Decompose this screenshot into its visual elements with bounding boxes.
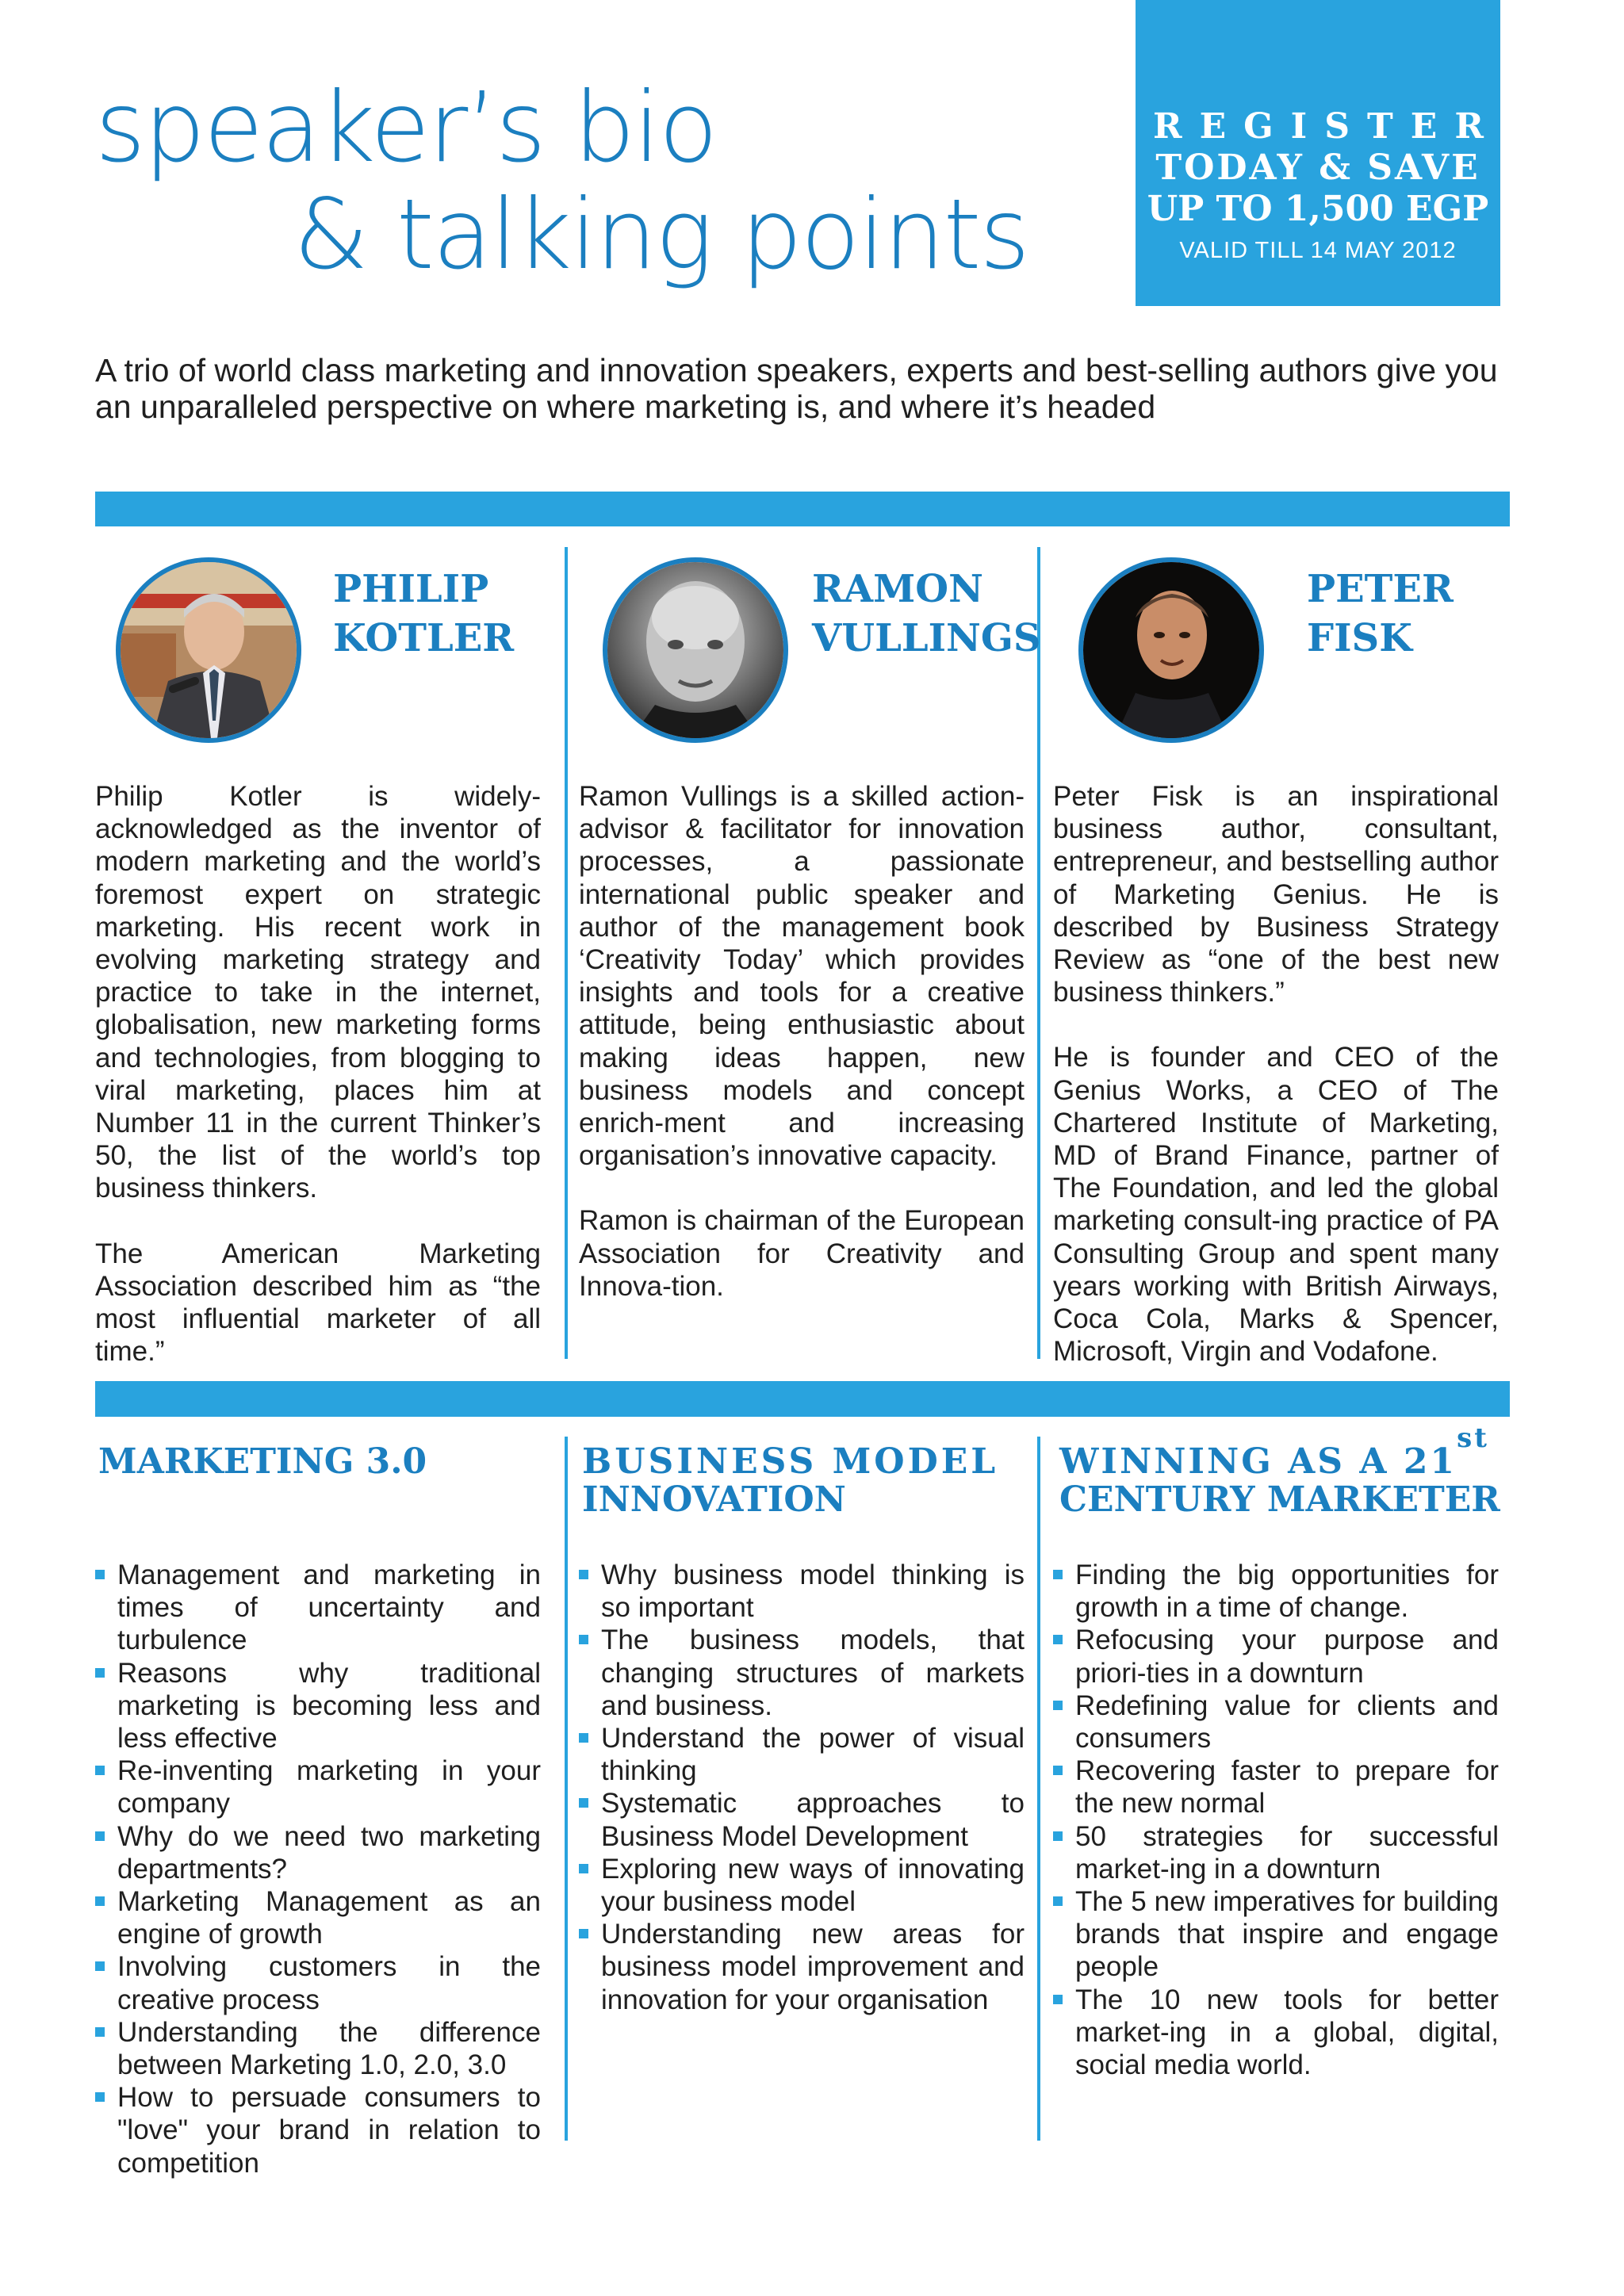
- speaker-bio-ramon-vullings: [579, 780, 1025, 1335]
- list-item: Redefining value for clients and consumers: [1053, 1689, 1499, 1755]
- bio-paragraph: Peter Fisk is an inspirational business author, consultant, entrepreneur, and bestselling author of Marketing Genius. He is described by Business Strategy Review as “one of the best new business thinkers.”: [1053, 781, 1499, 1008]
- section-divider-band: [95, 492, 1510, 526]
- list-item: The 10 new tools for better market-ing in a global, digital, social media world.: [1053, 1984, 1499, 2082]
- list-item: Why business model thinking is so important: [579, 1559, 1025, 1624]
- column-divider: [1037, 1437, 1040, 2141]
- speaker-name-philip-kotler: [333, 564, 514, 663]
- register-promo-box[interactable]: [1136, 0, 1500, 306]
- bullet-square-icon: [579, 1798, 588, 1808]
- column-divider: [1037, 547, 1040, 1359]
- bullet-square-icon: [95, 1766, 105, 1775]
- topic-title-line1: BUSINESS MODEL: [582, 1441, 999, 1482]
- bullet-square-icon: [95, 1896, 105, 1906]
- speaker-last-name: KOTLER: [333, 616, 515, 660]
- bullet-square-icon: [579, 1864, 588, 1873]
- list-item: Finding the big opportunities for growth in a time of change.: [1053, 1559, 1499, 1624]
- bullet-square-icon: [1053, 1995, 1063, 2004]
- bullet-square-icon: [1053, 1896, 1063, 1906]
- bullet-square-icon: [579, 1570, 588, 1579]
- speaker-first-name: PETER: [1307, 567, 1454, 611]
- bullet-square-icon: [1053, 1831, 1063, 1841]
- list-item: Re-inventing marketing in your company: [95, 1755, 541, 1820]
- speaker-bio-peter-fisk: [1053, 780, 1499, 1400]
- speaker-first-name: RAMON: [812, 567, 983, 611]
- list-item: Understanding new areas for business model improvement and innovation for your organisation: [579, 1918, 1025, 2016]
- list-item: Understanding the difference between Marketing 1.0, 2.0, 3.0: [95, 2016, 541, 2081]
- list-item: Refocusing your purpose and priori-ties in a downturn: [1053, 1624, 1499, 1689]
- topic-list-business-model-innovation: [579, 1559, 1025, 2016]
- list-item: 50 strategies for successful market-ing in a downturn: [1053, 1820, 1499, 1885]
- portrait-image: [121, 562, 297, 738]
- bio-paragraph: The American Marketing Association described him as “the most influential marketer of all time.”: [95, 1238, 541, 1368]
- speaker-last-name: VULLINGS: [812, 616, 1041, 660]
- speaker-photo-peter-fisk: [1078, 557, 1264, 743]
- portrait-image: [607, 562, 783, 738]
- list-item: Marketing Management as an engine of growth: [95, 1885, 541, 1950]
- speaker-first-name: PHILIP: [333, 567, 489, 611]
- list-item: Management and marketing in times of uncertainty and turbulence: [95, 1559, 541, 1657]
- topic-title-line2: INNOVATION: [582, 1479, 846, 1520]
- ordinal-suffix: st: [1457, 1422, 1489, 1454]
- speaker-last-name: FISK: [1307, 616, 1412, 660]
- page-title-line2: & talking points: [293, 178, 1028, 291]
- bullet-square-icon: [95, 1831, 105, 1841]
- promo-discount: UP TO 1,500 EGP: [1147, 189, 1489, 229]
- speaker-bio-philip-kotler: [95, 780, 541, 1400]
- list-item: Why do we need two marketing departments?: [95, 1820, 541, 1885]
- bullet-square-icon: [1053, 1766, 1063, 1775]
- bullet-square-icon: [579, 1733, 588, 1743]
- list-item: How to persuade consumers to "love" your brand in relation to competition: [95, 2081, 541, 2179]
- speaker-name-ramon-vullings: [812, 564, 1041, 663]
- bio-paragraph: Ramon is chairman of the European Association for Creativity and Innova-tion.: [579, 1205, 1025, 1302]
- bullet-square-icon: [95, 2027, 105, 2037]
- topic-title-line2: CENTURY MARKETER: [1059, 1479, 1500, 1520]
- list-item: Understand the power of visual thinking: [579, 1722, 1025, 1787]
- promo-valid-date: VALID TILL 14 MAY 2012: [1179, 238, 1457, 263]
- list-item: The 5 new imperatives for building brands that inspire and engage people: [1053, 1885, 1499, 1984]
- page-title-line1: speaker’s bio: [95, 71, 717, 184]
- bullet-square-icon: [95, 1961, 105, 1971]
- bio-paragraph: He is founder and CEO of the Genius Works, a CEO of The Chartered Institute of Marketing, MD of Brand Finance, partner of The Foundation, and led the global marketing consult-ing practice of PA Consulting Group and spent many years working with British Airways, Coca Cola, Marks & Spencer, Microsoft, Virgin and Vodafone.: [1053, 1042, 1499, 1368]
- bullet-square-icon: [1053, 1570, 1063, 1579]
- list-item: Reasons why traditional marketing is becoming less and less effective: [95, 1657, 541, 1755]
- bullet-square-icon: [95, 1570, 105, 1579]
- bullet-square-icon: [95, 2092, 105, 2102]
- speaker-name-peter-fisk: [1307, 564, 1454, 663]
- bullet-square-icon: [1053, 1701, 1063, 1710]
- bullet-square-icon: [579, 1635, 588, 1644]
- column-divider: [565, 547, 568, 1359]
- topic-title-business-model-innovation: [582, 1443, 1026, 1519]
- list-item: Involving customers in the creative process: [95, 1950, 541, 2015]
- bullet-square-icon: [95, 1668, 105, 1678]
- topic-list-21st-century-marketer: [1053, 1559, 1499, 2081]
- promo-register: REGISTER: [1153, 106, 1501, 147]
- portrait-image: [1083, 562, 1259, 738]
- column-divider: [565, 1437, 568, 2141]
- list-item: The business models, that changing structures of markets and business.: [579, 1624, 1025, 1722]
- bio-paragraph: Philip Kotler is widely-acknowledged as the inventor of modern marketing and the world’s foremost expert on strategic marketing. His recent work in evolving marketing strategy and practice to take in the internet, globalisation, new marketing forms and technologies, from blogging to viral marketing, places him at Number 11 in the current Thinker’s 50, the list of the world’s top business thinkers.: [95, 781, 541, 1204]
- topic-title-21st-century-marketer: [1059, 1422, 1503, 1520]
- topic-title-marketing-3: [98, 1443, 550, 1481]
- list-item: Exploring new ways of innovating your business model: [579, 1853, 1025, 1918]
- bullet-square-icon: [579, 1929, 588, 1938]
- promo-today-save: TODAY & SAVE: [1155, 147, 1480, 188]
- topic-title-line1: MARKETING 3.0: [98, 1441, 427, 1482]
- list-item: Systematic approaches to Business Model Development: [579, 1787, 1025, 1852]
- topic-list-marketing-3: [95, 1559, 541, 2179]
- list-item: Recovering faster to prepare for the new normal: [1053, 1755, 1499, 1820]
- topic-title-line1: WINNING AS A 21st: [1059, 1422, 1489, 1482]
- intro-paragraph: A trio of world class marketing and innovation speakers, experts and best-selling authors give you an unparalleled perspective on where marketing is, and where it’s headed: [95, 352, 1498, 425]
- bullet-square-icon: [1053, 1635, 1063, 1644]
- speaker-photo-ramon-vullings: [603, 557, 788, 743]
- bio-paragraph: Ramon Vullings is a skilled action-advisor & facilitator for innovation processes, a passionate international public speaker and author of the management book ‘Creativity Today’ which provides insights and tools for a creative attitude, being enthusiastic about making ideas happen, new business models and concept enrich-ment and increasing organisation’s innovative capacity.: [579, 781, 1025, 1172]
- speaker-photo-philip-kotler: [116, 557, 301, 743]
